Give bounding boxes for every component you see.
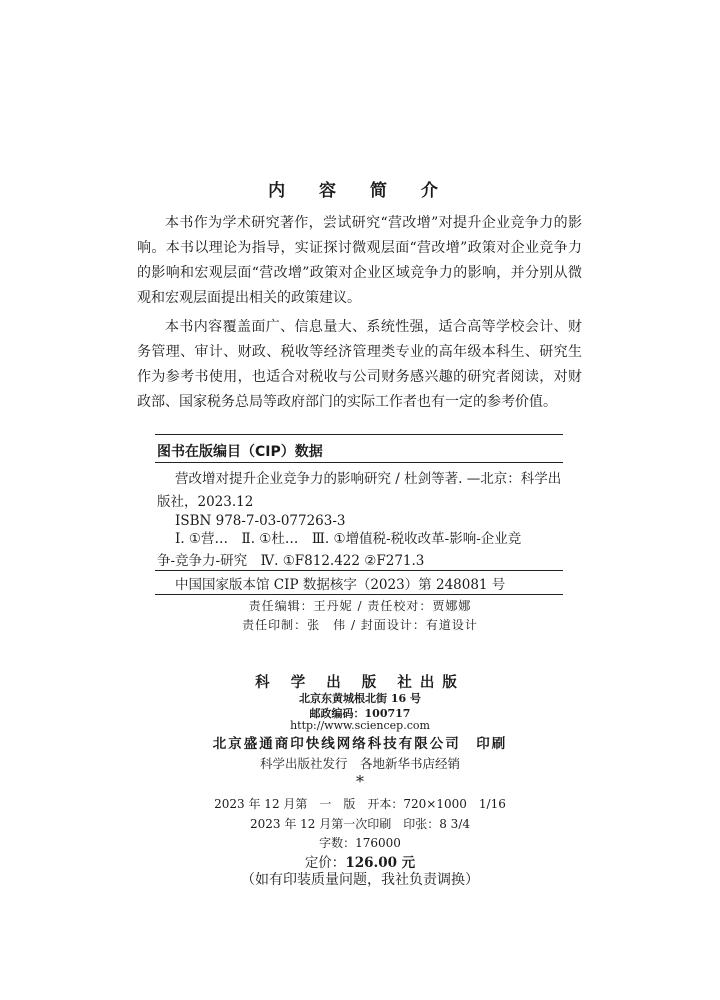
cip-line: Ⅰ. ①营… Ⅱ. ①杜… Ⅲ. ①增值税-税收改革-影响-企业竞	[175, 531, 522, 547]
summary-paragraph: 本书内容覆盖面广、信息量大、系统性强，适合高等学校会计、财务管理、审计、财政、税收等经济管理类专业的高年级本科生、研究生作为参考书使用，也适合对税收与公司财务感兴趣的研究者阅读，对财政部、国家税务总局等政府部门的实际工作者也有一定的参考价值。	[137, 319, 582, 410]
cip-record-rule	[155, 570, 563, 571]
cip-record: 中国国家版本馆 CIP 数据核字（2023）第 248081 号	[175, 577, 506, 593]
publisher-url: http://www.sciencep.com	[290, 719, 430, 732]
separator-star: *	[356, 772, 364, 791]
distribution-line: 科学出版社发行 各地新华书店经销	[259, 756, 460, 771]
publisher-name-line	[0, 671, 720, 692]
printer-name: 北京盛通商印快线网络科技有限公司 印刷	[212, 736, 508, 752]
summary-body	[137, 211, 582, 415]
cip-line: 营改增对提升企业竞争力的影响研究 / 杜剑等著. —北京：科学出	[175, 471, 562, 487]
publisher-address: 北京东黄城根北街 16 号	[299, 692, 421, 705]
cip-line: 版社，2023.12	[157, 494, 254, 510]
price-label: 定价：	[304, 855, 346, 871]
publisher-name: 科 学 出 版 社	[255, 674, 420, 691]
cip-line: 争-竞争力-研究 Ⅳ. ①F812.422 ②F271.3	[157, 553, 425, 569]
publisher-postcode: 邮政编码：100717	[309, 707, 411, 720]
summary-heading: 内 容 简 介	[268, 181, 452, 201]
word-count: 字数：176000	[319, 836, 401, 850]
cip-heading: 图书在版编目（CIP）数据	[157, 444, 323, 460]
cip-bottom-rule	[155, 594, 563, 595]
publisher-suffix: 出版	[419, 674, 465, 691]
production-line: 责任印制：张 伟 / 封面设计：有道设计	[242, 618, 478, 632]
edition-line: 2023 年 12 月第 一 版 开本：720×1000 1/16	[214, 797, 506, 811]
price-line	[0, 851, 720, 871]
printing-line: 2023 年 12 月第一次印刷 印张：8 3/4	[249, 817, 470, 831]
cip-heading-rule	[155, 462, 563, 463]
cip-isbn: ISBN 978-7-03-077263-3	[175, 513, 346, 529]
price-value: 126.00 元	[345, 855, 416, 871]
quality-note: （如有印装质量问题，我社负责调换）	[241, 872, 479, 888]
editors-line: 责任编辑：王丹妮 / 责任校对：贾娜娜	[248, 599, 472, 613]
cip-top-rule	[155, 434, 563, 435]
summary-paragraph: 本书作为学术研究著作，尝试研究“营改增”对提升企业竞争力的影响。本书以理论为指导，实证探讨微观层面“营改增”政策对企业竞争力的影响和宏观层面“营改增”政策对企业区域竞争力的影响，并分别从微观和宏观层面提出相关的政策建议。	[137, 215, 582, 306]
